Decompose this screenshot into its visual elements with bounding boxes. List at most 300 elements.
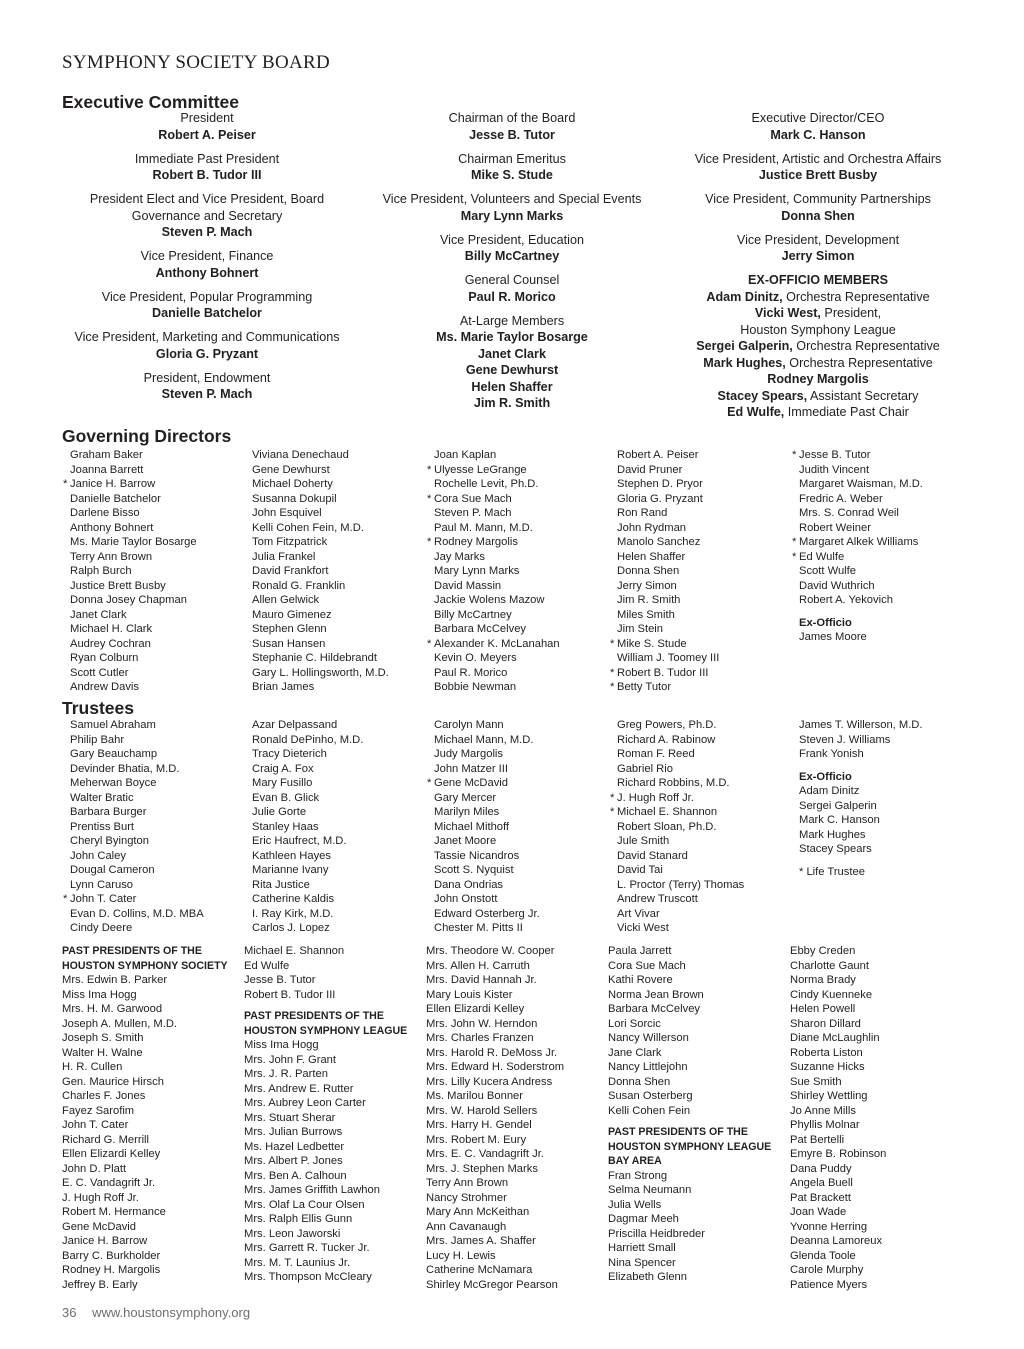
- exec-name: Mary Lynn Marks: [460, 208, 564, 223]
- trustees-col-4: [610, 718, 745, 936]
- exofficio-subheading: Ex-Officio: [799, 770, 852, 783]
- list-item: Susan Osterberg: [608, 1090, 693, 1102]
- list-item: Mrs. Stuart Sherar: [244, 1111, 336, 1124]
- list-item: Mrs. J. R. Parten: [244, 1068, 328, 1080]
- exec-role: Vice President, Popular Programming: [101, 289, 313, 304]
- list-item: Mrs. Harry H. Gendel: [426, 1119, 532, 1131]
- life-marker: *: [63, 478, 68, 490]
- exofficio-item: [672, 355, 964, 372]
- list-item: L. Proctor (Terry) Thomas: [617, 878, 745, 891]
- exec-role: President: [180, 111, 234, 125]
- list-item-text: Jesse B. Tutor: [799, 449, 871, 461]
- list-item: David Tai: [617, 864, 663, 876]
- list-item: [63, 477, 197, 492]
- list-item: Paul M. Mann, M.D.: [434, 521, 533, 534]
- list-item: Ms. Marilou Bonner: [426, 1090, 523, 1102]
- list-item: Gene Dewhurst: [252, 463, 330, 476]
- trustees-col-3: [427, 718, 540, 936]
- list-item: Catherine McNamara: [426, 1264, 533, 1276]
- life-marker: *: [427, 492, 432, 505]
- exofficio-role: Immediate Past Chair: [784, 405, 909, 419]
- list-item: Carlos J. Lopez: [252, 922, 330, 934]
- list-item: Fayez Sarofim: [62, 1104, 135, 1117]
- list-item: John Esquivel: [252, 507, 322, 519]
- list-item: Michael Mann, M.D.: [434, 733, 534, 746]
- exec-name: Steven P. Mach: [161, 387, 253, 401]
- life-marker: *: [792, 550, 797, 563]
- list-item: Mary Lynn Marks: [434, 565, 520, 577]
- exec-name: Donna Shen: [781, 208, 855, 223]
- list-item: Cindy Kuenneke: [790, 988, 873, 1001]
- list-item-text: Rodney Margolis: [434, 536, 518, 548]
- life-marker: *: [610, 637, 615, 650]
- atlarge-name: Helen Shaffer: [471, 379, 553, 394]
- exec-name: Paul R. Morico: [468, 289, 556, 304]
- list-item-text: Betty Tutor: [617, 681, 672, 693]
- list-item: [427, 776, 540, 791]
- list-item: Mrs. James Griffith Lawhon: [244, 1184, 380, 1196]
- life-marker: *: [427, 536, 432, 548]
- exec-entry: [370, 110, 654, 143]
- trustees-col-1: [63, 718, 204, 936]
- list-item: Michael Mithoff: [434, 820, 510, 833]
- exofficio-name: Stacey Spears,: [717, 388, 808, 403]
- list-item: Scott Wulfe: [799, 565, 856, 577]
- list-item-text: Ulyesse LeGrange: [434, 463, 527, 476]
- governing-col-3: [427, 448, 560, 695]
- exec-name: Robert B. Tudor III: [152, 168, 262, 182]
- list-item: Robert Weiner: [799, 521, 871, 534]
- list-item: Mrs. S. Conrad Weil: [799, 507, 899, 519]
- list-item: Helen Powell: [790, 1003, 856, 1015]
- list-item: Joanna Barrett: [70, 463, 144, 476]
- list-item: Kathleen Hayes: [252, 849, 331, 862]
- exec-role: Vice President, Finance: [140, 249, 274, 263]
- list-item: John T. Cater: [62, 1119, 129, 1131]
- past-presidents-heading: PAST PRESIDENTS OF THE: [62, 945, 202, 957]
- list-item: Gen. Maurice Hirsch: [62, 1075, 164, 1088]
- exec-col-1: [62, 110, 352, 410]
- list-item: Terry Ann Brown: [70, 550, 153, 563]
- list-item: Nancy Willerson: [608, 1032, 689, 1044]
- list-item: Mauro Gimenez: [252, 608, 332, 621]
- exofficio-name: Adam Dinitz,: [706, 289, 783, 304]
- list-item: Barbara McCelvey: [434, 623, 527, 635]
- list-item: Rodney H. Margolis: [62, 1264, 161, 1276]
- atlarge-name: Ms. Marie Taylor Bosarge: [436, 330, 588, 344]
- list-item: Ann Cavanaugh: [426, 1220, 507, 1233]
- list-item-text: Mike S. Stude: [617, 637, 687, 650]
- list-item: David Frankfort: [252, 565, 329, 577]
- exofficio-item: [672, 289, 964, 306]
- exec-entry: [62, 329, 352, 362]
- list-item: Shirley Wettling: [790, 1090, 868, 1102]
- list-item: John Caley: [70, 849, 126, 862]
- list-item: Charles F. Jones: [62, 1090, 146, 1102]
- list-item: Paul R. Morico: [434, 666, 508, 679]
- list-item: Scott Cutler: [70, 666, 129, 679]
- exec-role: President, Endowment: [143, 370, 271, 385]
- list-item: Margaret Waisman, M.D.: [799, 478, 923, 490]
- list-item: Joseph S. Smith: [62, 1032, 144, 1044]
- list-item: Sharon Dillard: [790, 1017, 861, 1030]
- list-item: Fredric A. Weber: [799, 492, 883, 505]
- list-item: Viviana Denechaud: [252, 449, 349, 461]
- exofficio-name: Ed Wulfe,: [727, 405, 785, 419]
- list-item: Philip Bahr: [70, 733, 125, 746]
- exec-role: Immediate Past President: [134, 151, 280, 166]
- list-item: Walter Bratic: [70, 791, 134, 804]
- exec-col-3: [672, 110, 964, 428]
- exec-role: Vice President, Development: [736, 232, 900, 247]
- list-item: Manolo Sanchez: [617, 536, 701, 548]
- list-item: John Onstott: [434, 893, 498, 905]
- exec-entry: [370, 151, 654, 184]
- exec-role: Vice President, Marketing and Communications: [74, 330, 340, 344]
- list-item: Paula Jarrett: [608, 945, 672, 957]
- list-item: Carole Murphy: [790, 1264, 864, 1276]
- exofficio-item: [672, 305, 964, 322]
- exec-name: Jerry Simon: [781, 249, 855, 263]
- list-item: Justice Brett Busby: [70, 579, 166, 592]
- list-item: Barbara McCelvey: [608, 1003, 701, 1015]
- exec-entry: [62, 110, 352, 143]
- list-item: Steven J. Williams: [799, 733, 891, 746]
- list-item: Mrs. James A. Shaffer: [426, 1235, 536, 1247]
- list-item: Mrs. Leon Jaworski: [244, 1227, 341, 1240]
- trustees-col-5: [799, 718, 923, 879]
- list-item: [792, 535, 923, 550]
- list-item: Mrs. Edward H. Soderstrom: [426, 1061, 565, 1073]
- list-item: Mrs. Robert M. Eury: [426, 1133, 527, 1146]
- atlarge-block: [370, 313, 654, 412]
- list-item: Graham Baker: [70, 449, 143, 461]
- list-item: Greg Powers, Ph.D.: [617, 719, 717, 731]
- list-item: Roman F. Reed: [617, 748, 695, 760]
- list-item: Julie Gorte: [252, 806, 307, 818]
- list-item: Mrs. David Hannah Jr.: [426, 974, 537, 986]
- list-item: Craig A. Fox: [252, 762, 314, 775]
- governing-heading: Governing Directors: [62, 426, 232, 446]
- list-item: Michael E. Shannon: [244, 945, 345, 957]
- list-item-text: Ed Wulfe: [799, 550, 845, 563]
- exec-name: Billy McCartney: [464, 249, 560, 263]
- governing-col-2: [252, 448, 389, 695]
- life-marker: *: [427, 777, 432, 789]
- list-item: David Stanard: [617, 849, 688, 862]
- list-item: Barbara Burger: [70, 806, 147, 818]
- list-item: [427, 463, 560, 478]
- list-item: Mrs. Ralph Ellis Gunn: [244, 1213, 353, 1225]
- governing-col-1: [63, 448, 197, 695]
- past-col-3: [426, 944, 564, 1292]
- list-item: Mrs. Allen H. Carruth: [426, 959, 530, 972]
- past-col-1: [62, 944, 228, 1292]
- list-item: Patience Myers: [790, 1278, 868, 1291]
- list-item: Bobbie Newman: [434, 681, 517, 693]
- list-item: Robert A. Peiser: [617, 449, 699, 461]
- list-item: Yvonne Herring: [790, 1220, 868, 1233]
- list-item: Scott S. Nyquist: [434, 864, 514, 876]
- exofficio-name: Mark Hughes,: [703, 355, 786, 370]
- atlarge-name: Jim R. Smith: [473, 396, 551, 410]
- list-item: Mrs. E. C. Vandagrift Jr.: [426, 1148, 544, 1160]
- list-item: Mrs. H. M. Garwood: [62, 1003, 163, 1015]
- exofficio-role: President,: [820, 306, 882, 320]
- list-item: Walter H. Walne: [62, 1046, 143, 1059]
- list-item: [610, 680, 719, 695]
- list-item: Stephen D. Pryor: [617, 478, 703, 490]
- list-item-text: J. Hugh Roff Jr.: [617, 791, 694, 804]
- list-item: Art Vivar: [617, 907, 660, 920]
- list-item: Janet Clark: [70, 608, 127, 621]
- list-item: Pat Brackett: [790, 1191, 851, 1204]
- list-item: [610, 791, 744, 806]
- list-item: Kathi Rovere: [608, 974, 673, 986]
- life-marker: *: [63, 893, 68, 905]
- exofficio-role: Assistant Secretary: [807, 388, 919, 403]
- list-item: Ms. Hazel Ledbetter: [244, 1140, 345, 1153]
- list-item: Ron Rand: [617, 507, 668, 519]
- list-item: Gary L. Hollingsworth, M.D.: [252, 666, 389, 679]
- page-title: SYMPHONY SOCIETY BOARD: [62, 52, 331, 73]
- list-item: Donna Shen: [608, 1075, 671, 1088]
- past-col-2: [244, 944, 407, 1285]
- past-col-5: [790, 944, 886, 1292]
- list-item: Miles Smith: [617, 608, 675, 621]
- list-item: John D. Platt: [62, 1162, 127, 1175]
- exofficio-name: Sergei Galperin,: [696, 339, 793, 353]
- exofficio-role: Orchestra Representative: [792, 339, 940, 353]
- list-item: Donna Josey Chapman: [70, 594, 187, 606]
- list-item: Dougal Cameron: [70, 864, 155, 876]
- list-item: Jule Smith: [617, 835, 670, 847]
- list-item: Judith Vincent: [799, 463, 870, 476]
- exec-heading: Executive Committee: [62, 92, 240, 112]
- list-item: Mrs. John W. Herndon: [426, 1017, 538, 1030]
- list-item: Eric Haufrect, M.D.: [252, 835, 347, 847]
- list-item: Gary Beauchamp: [70, 748, 158, 760]
- governing-col-5: [792, 448, 923, 645]
- page-number: 36: [62, 1305, 77, 1320]
- exec-name: Mike S. Stude: [471, 168, 553, 182]
- list-item: [427, 535, 560, 550]
- list-item: Brian James: [252, 681, 315, 693]
- list-item: Julia Frankel: [252, 550, 316, 563]
- list-item: James Moore: [799, 631, 867, 643]
- list-item: Prentiss Burt: [70, 820, 135, 833]
- list-item: Richard G. Merrill: [62, 1133, 150, 1146]
- list-item: [610, 637, 719, 652]
- list-item-text: Michael E. Shannon: [617, 806, 718, 818]
- list-item: Ed Wulfe: [244, 959, 290, 972]
- list-item: Julia Wells: [608, 1198, 662, 1211]
- list-item: Kelli Cohen Fein, M.D.: [252, 521, 364, 534]
- list-item-text: John T. Cater: [70, 893, 137, 905]
- list-item: Tracy Dieterich: [252, 748, 327, 760]
- list-item: [792, 448, 923, 463]
- list-item: Kevin O. Meyers: [434, 652, 517, 664]
- exec-name: Anthony Bohnert: [155, 265, 259, 280]
- list-item-text: Janice H. Barrow: [70, 478, 156, 490]
- list-item: David Massin: [434, 579, 502, 592]
- exofficio-role: Orchestra Representative: [785, 355, 933, 370]
- list-item: Ronald G. Franklin: [252, 579, 346, 592]
- life-marker: *: [610, 681, 615, 693]
- list-item: Mrs. W. Harold Sellers: [426, 1104, 538, 1117]
- exec-name: Danielle Batchelor: [152, 306, 262, 320]
- list-item: Mrs. M. T. Launius Jr.: [244, 1256, 351, 1269]
- list-item: Nancy Littlejohn: [608, 1061, 688, 1073]
- exec-entry: [370, 232, 654, 265]
- list-item: Tom Fitzpatrick: [252, 536, 328, 548]
- list-item: Emyre B. Robinson: [790, 1148, 887, 1160]
- list-item: Deanna Lamoreux: [790, 1235, 883, 1247]
- past-presidents-heading: HOUSTON SYMPHONY SOCIETY: [62, 959, 228, 972]
- list-item: Mrs. Harold R. DeMoss Jr.: [426, 1046, 558, 1059]
- list-item: Mark Hughes: [799, 828, 866, 841]
- list-item: H. R. Cullen: [62, 1061, 123, 1073]
- list-item: Tassie Nicandros: [434, 849, 520, 862]
- life-marker: *: [610, 666, 615, 679]
- list-item: Robert M. Hermance: [62, 1206, 166, 1218]
- list-item: Mrs. Aubrey Leon Carter: [244, 1097, 366, 1109]
- life-marker: *: [792, 449, 797, 461]
- exec-entry: [62, 151, 352, 184]
- exec-role: Chairman Emeritus: [458, 151, 566, 166]
- list-item: [792, 550, 923, 565]
- exec-name: Mark C. Hanson: [770, 127, 866, 142]
- list-item: Stanley Haas: [252, 820, 319, 833]
- list-item: Ellen Elizardi Kelley: [62, 1148, 161, 1160]
- list-item: Mrs. Albert P. Jones: [244, 1155, 343, 1167]
- list-item: Mark C. Hanson: [799, 814, 880, 826]
- list-item: Mary Louis Kister: [426, 988, 513, 1001]
- list-item: Mrs. Ben A. Calhoun: [244, 1169, 347, 1182]
- list-item: Lynn Caruso: [70, 878, 134, 891]
- list-item: Chester M. Pitts II: [434, 922, 523, 934]
- list-item: Barry C. Burkholder: [62, 1249, 161, 1262]
- list-item: Terry Ann Brown: [426, 1177, 509, 1189]
- list-item: Norma Jean Brown: [608, 988, 704, 1001]
- list-item: Michael H. Clark: [70, 623, 153, 635]
- list-item: Judy Margolis: [434, 748, 504, 760]
- list-item: Janice H. Barrow: [62, 1235, 148, 1247]
- list-item: Robert Sloan, Ph.D.: [617, 820, 717, 833]
- list-item: Robert B. Tudor III: [244, 988, 336, 1001]
- list-item: J. Hugh Roff Jr.: [62, 1191, 139, 1204]
- list-item: Harriett Small: [608, 1242, 676, 1254]
- list-item: Mrs. John F. Grant: [244, 1053, 337, 1066]
- list-item: Mrs. Edwin B. Parker: [62, 974, 168, 986]
- list-item: Jeffrey B. Early: [62, 1278, 138, 1291]
- list-item: Jane Clark: [608, 1046, 662, 1059]
- list-item: Jay Marks: [434, 550, 485, 563]
- website-link[interactable]: www.houstonsymphony.org: [92, 1305, 251, 1320]
- footer: [62, 1305, 250, 1320]
- exec-role: President Elect and Vice President, Board Governance and Secretary: [89, 192, 325, 223]
- exec-entry: [370, 191, 654, 224]
- exec-role: Executive Director/CEO: [751, 111, 885, 125]
- list-item: Jim Stein: [617, 623, 664, 635]
- list-item: Adam Dinitz: [799, 785, 860, 797]
- list-item: Ellen Elizardi Kelley: [426, 1003, 525, 1015]
- list-item: Audrey Cochran: [70, 637, 151, 650]
- governing-col-4: [610, 448, 720, 695]
- list-item: Susanna Dokupil: [252, 492, 337, 505]
- list-item: David Pruner: [617, 463, 683, 476]
- list-item: Angela Buell: [790, 1177, 853, 1189]
- list-item: [610, 805, 744, 820]
- list-item: Danielle Batchelor: [70, 492, 161, 505]
- list-item: Jerry Simon: [617, 579, 677, 592]
- list-item: Andrew Davis: [70, 681, 140, 693]
- list-item: Joan Kaplan: [434, 449, 497, 461]
- list-item: Phyllis Molnar: [790, 1119, 860, 1131]
- list-item-text: Cora Sue Mach: [434, 492, 512, 505]
- list-item: Mrs. J. Stephen Marks: [426, 1162, 538, 1175]
- exec-name: Steven P. Mach: [161, 225, 253, 239]
- list-item: Cora Sue Mach: [608, 959, 686, 972]
- past-presidents-heading: BAY AREA: [608, 1155, 662, 1167]
- exec-entry: [62, 289, 352, 322]
- list-item: Anthony Bohnert: [70, 521, 154, 534]
- exec-role: General Counsel: [464, 273, 560, 287]
- list-item: James T. Willerson, M.D.: [799, 719, 923, 731]
- life-marker: *: [427, 637, 432, 650]
- exec-entry: [62, 248, 352, 281]
- list-item-text: Margaret Alkek Williams: [799, 536, 919, 548]
- list-item: John Matzer III: [434, 762, 508, 775]
- list-item: David Wuthrich: [799, 579, 875, 592]
- list-item: Catherine Kaldis: [252, 893, 335, 905]
- list-item: Helen Shaffer: [617, 550, 686, 563]
- list-item: Mrs. Thompson McCleary: [244, 1271, 372, 1283]
- list-item: Cindy Deere: [70, 922, 133, 934]
- list-item: Susan Hansen: [252, 637, 326, 650]
- list-item: Selma Neumann: [608, 1184, 692, 1196]
- list-item: Edward Osterberg Jr.: [434, 907, 540, 920]
- list-item: Kelli Cohen Fein: [608, 1104, 691, 1117]
- exofficio-name: Vicki West,: [754, 306, 821, 320]
- life-marker: *: [792, 536, 797, 548]
- list-item: Mary Fusillo: [252, 777, 313, 789]
- list-item: Gloria G. Pryzant: [617, 492, 703, 505]
- exec-entry: [62, 370, 352, 403]
- list-item: Michael Doherty: [252, 478, 333, 490]
- list-item: Jo Anne Mills: [790, 1104, 856, 1117]
- exofficio-subheading: Ex-Officio: [799, 616, 852, 629]
- list-item-text: Alexander K. McLanahan: [434, 637, 560, 650]
- list-item: Stephanie C. Hildebrandt: [252, 652, 378, 664]
- exec-entry: [62, 191, 352, 241]
- list-item: Joan Wade: [790, 1206, 847, 1218]
- list-item: Mrs. Charles Franzen: [426, 1032, 534, 1044]
- list-item: Mary Ann McKeithan: [426, 1206, 530, 1218]
- list-item: E. C. Vandagrift Jr.: [62, 1177, 156, 1189]
- list-item: Joseph A. Mullen, M.D.: [62, 1017, 178, 1030]
- exofficio-name: Rodney Margolis: [767, 372, 869, 386]
- list-item: Stephen Glenn: [252, 623, 327, 635]
- exec-role: Chairman of the Board: [448, 111, 576, 125]
- list-item: Mrs. Andrew E. Rutter: [244, 1082, 354, 1095]
- list-item: Azar Delpassand: [252, 719, 338, 731]
- atlarge-name: Janet Clark: [478, 346, 546, 361]
- list-item: Nancy Strohmer: [426, 1191, 507, 1204]
- exec-entry: [672, 232, 964, 265]
- list-item: Carolyn Mann: [434, 719, 504, 731]
- list-item: Darlene Bisso: [70, 507, 140, 519]
